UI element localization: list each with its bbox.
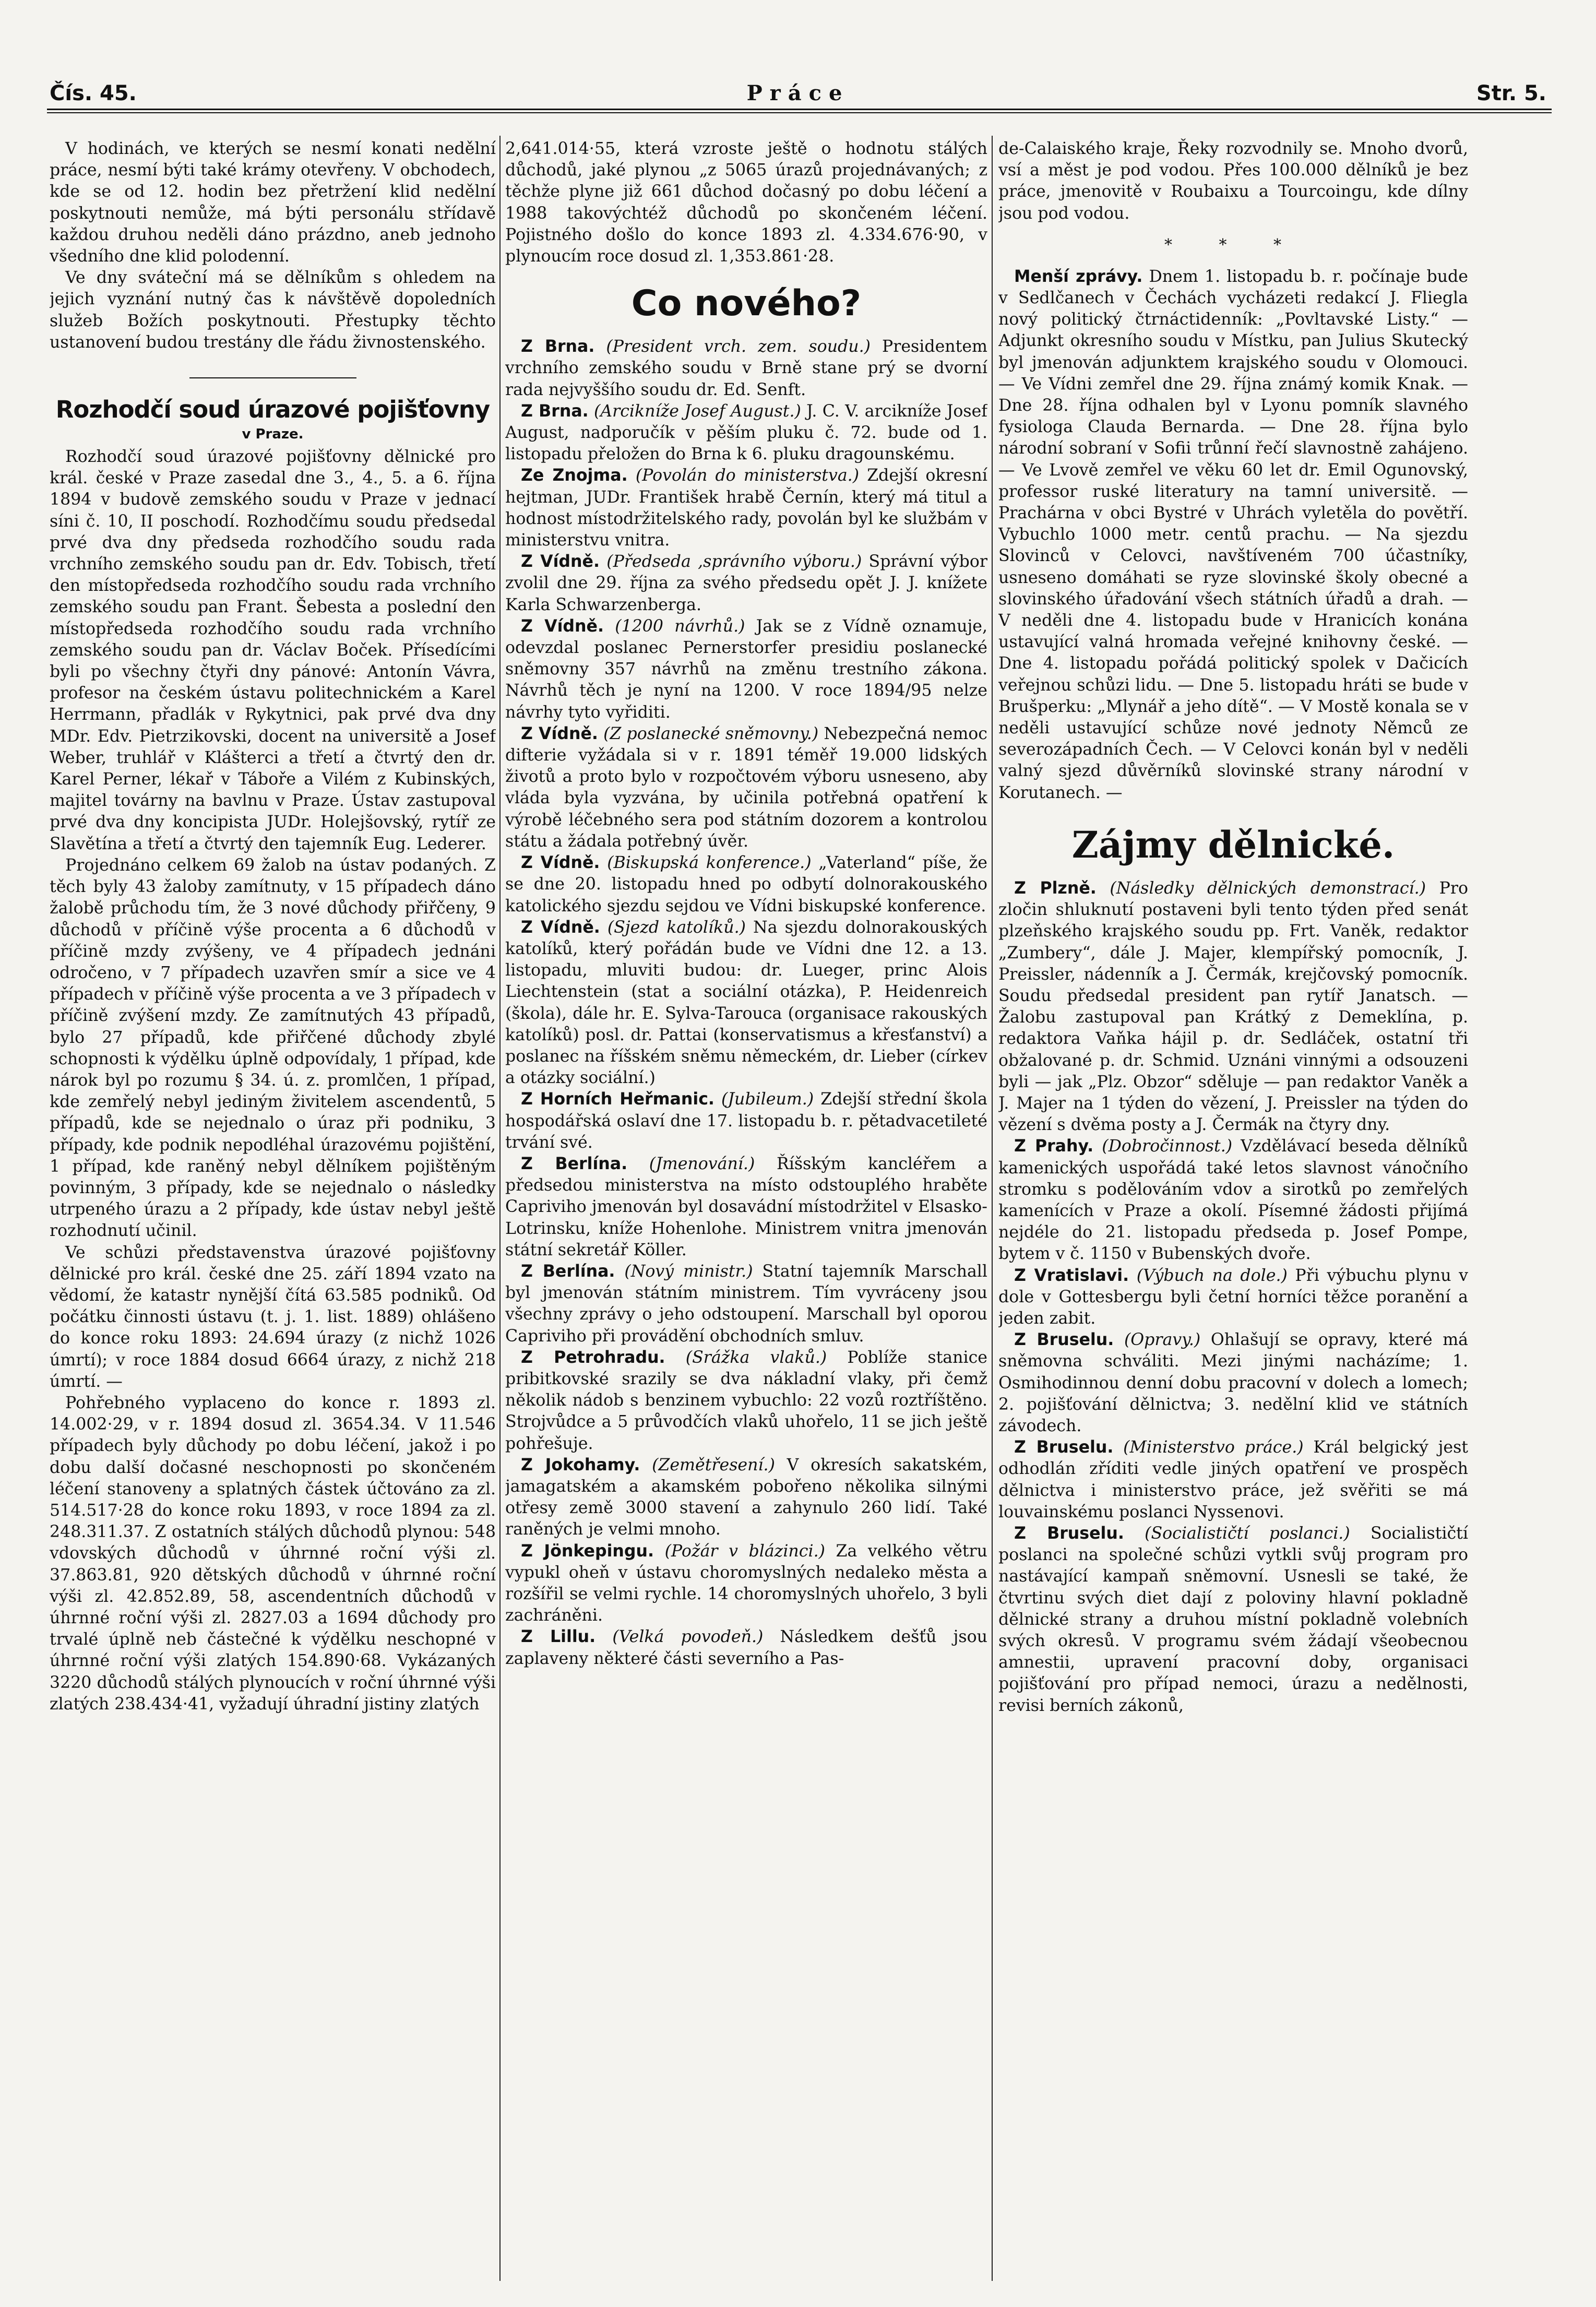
news-item-place: Ze Znojma. <box>521 466 628 485</box>
news-item-topic: (Následky dělnických demonstrací.) <box>1110 878 1426 898</box>
news-item <box>998 1523 1468 1717</box>
news-item-topic: (Opravy.) <box>1124 1330 1201 1350</box>
news-item-topic: (Socialističtí poslanci.) <box>1145 1524 1350 1543</box>
article-paragraph: Projednáno celkem 69 žalob na ústav podaných. Z těch byly 43 žaloby zamítnuty, v 15 případech dáno žalobě průchodu tím, že 3 nové důchody přiřčeny, 9 důchodů v příčině výše procenta a 6 důchodů v příčině mzdy zvýšeny, ve 4 případech jednáni odročeno, v 7 případech uzavřen smír a sice ve 4 případech v příčině výše procenta a ve 3 případech v příčině zvýšení mzdy. Ze zamítnutých 43 případů, bylo 27 případů, kde přiřčené důchody zbylé schopnosti k výdělku úplně odpovídaly, 1 případ, kde nárok byl po rozumu § 34. ú. z. promlčen, 1 případ, kde zemřelý nebyl jediným živitelem ascendentů, 5 případů, kde se nejednalo o úraz při podniku, 3 případy, kde podnik nepodléhal úrazovému pojištění, 1 případ, kde raněný nebyl dělníkem pojištěným povinným, 3 případy, kde se nejednalo o následky utrpeného úrazu a 2 případy, kde ústav nebyl ještě rozhodnutí učinil. <box>50 855 496 1241</box>
column-divider <box>992 136 993 2281</box>
news-item-text: Jak se z Vídně oznamuje, odevzdal poslanec Pernerstorfer presidiu poslanecké sněmovny 357 návrhů na změnu trestního zákona. Návrhů těch je nyní na 1200. V roce 1894/95 nelze návrhy tyto vyřiditi. <box>505 616 987 722</box>
news-item <box>998 1136 1468 1265</box>
section-heading: Co nového? <box>631 283 862 325</box>
news-item-topic: (Předseda ,správního výboru.) <box>606 552 862 572</box>
news-item-topic: (Požár v blázinci.) <box>664 1541 825 1561</box>
news-item-place: Z Jönkepingu. <box>521 1541 654 1561</box>
news-item-place: Z Vídně. <box>521 853 600 873</box>
news-item-text: Statní tajemník Marschall byl jmenován státním ministrem. Tím vyvráceny jsou všechny zprávy o jeho odstoupení. Marschall byl oporou Capriviho při provádění obchodních smluv. <box>505 1262 987 1346</box>
news-item-text: Poblíže stanice pribitkovské srazily se dva nákladní vlaky, při čemž několik nádob s benzinem vybuchlo: 22 vozů roztříštěno. Strojvůdce a 5 průvodčích vlaků uhořelo, 11 se jich ještě pohřešuje. <box>505 1348 987 1453</box>
news-item-place: Z Vratislavi. <box>1014 1266 1129 1285</box>
minor-news-text: Dnem 1. listopadu b. r. počínaje bude v Sedlčanech v Čechách vycházeti redakcí J. Fliegla nový politický čtrnáctidenník: „Povltavské Listy.“ — Adjunkt okresního soudu v Místku, pan Julius Skutecký byl jmenován adjunktem krajského soudu v Olomouci. — Ve Vídni zemřel dne 29. října známý komik Knak. — Dne 28. října odhalen byl v Lyonu pomník slavného fysiologa Clauda Bernarda. — Dne 28. října bylo národní sobraní v Sofii trůnní řečí slavnostně zahájeno. — Ve Lvově zemřel ve věku 60 let dr. Emil Ogunovský, professor ruské literatury na tamní universitě. — Prachárna v obci Bystré v Uhrách vyletěla do povětří. Vybuchlo 1000 metr. centů prachu. — Na sjezdu Slovinců v Celovci, navštíveném 700 účastníky, usneseno domáhati se ryze slovinské školy obecné a slovinského úřadování všech státních úřadů a drah. — V neděli dne 4. listopadu bude v Hranicích konána ustavující valná hromada veřejné knihovny české. — Dne 4. listopadu pořádá politický spolek v Dačicích veřejnou schůzi lidu. — Dne 5. listopadu hráti se bude v Brušperku: „Mlynář a jeho dítě“. — V Mostě konala se v neděli ustavující schůze nové jednoty Němců ze severozápadních Čech. — V Celovci konán byl v neděli valný sjezd důvěrníků slovinské strany národní v Korutanech. — <box>998 267 1468 802</box>
news-item-text: Presidentem vrchního zemského soudu v Brně stane prý se dvorní rada nejvyššího soudu dr. Ed. Senft. <box>505 337 987 399</box>
news-item <box>505 401 987 466</box>
news-item-place: Z Vídně. <box>521 918 600 937</box>
news-item <box>998 1265 1468 1330</box>
news-item-topic: (Srážka vlaků.) <box>685 1348 827 1367</box>
news-item-text: Zdejší okresní hejtman, JUDr. František hrabě Černín, který má titul a hodnost místodržitelského rady, povolán byl ke službám v ministerstvu vnitra. <box>505 466 987 550</box>
news-item-place: Z Horních Heřmanic. <box>521 1090 714 1109</box>
header-rule <box>47 109 1552 110</box>
news-item-place: Z Brna. <box>521 401 589 421</box>
news-item-text: Na sjezdu dolnorakouských katolíků, který pořádán bude ve Vídni dne 12. a 13. listopadu, mluviti budou: dr. Lueger, princ Alois Liechtenstein (stat a sociální otázka), P. Heidenreich (škola), dále hr. E. Sylva-Tarouca (organisace rakouských katolíků) posl. dr. Pattai (konservatismus a křesťanství) a poslanec na říšském sněmu německém, dr. Lieber (církev a otázky sociální.) <box>505 918 987 1088</box>
news-item <box>505 551 987 616</box>
news-item-place: Z Vídně. <box>521 724 598 743</box>
news-item <box>998 1329 1468 1437</box>
news-item-text: „Vaterland“ píše, že se dne 20. listopadu hned po odbytí dolnorakouského katolického sjezdu sejdou ve Vídni biskupské konference. <box>505 853 987 915</box>
news-item-place: Z Vídně. <box>521 616 604 636</box>
article-paragraph: de-Calaiského kraje, Řeky rozvodnily se. Mnoho dvorů, vsí a měst je pod vodou. Přes 100.000 dělníků je bez práce, jmenovitě v Roubaixu a Tourcoingu, kde dílny jsou pod vodou. <box>998 139 1468 223</box>
minor-news <box>998 266 1468 804</box>
news-item-topic: (1200 návrhů.) <box>615 616 745 636</box>
news-item-topic: (Dobročinnost.) <box>1102 1137 1233 1156</box>
article-paragraph: V hodinách, ve kterých se nesmí konati nedělní práce, nesmí býti také krámy otevřeny. V obchodech, kde se od 12. hodin bez přetržení klid nedělní poskytnouti nemůže, má býti personálu střídavě každou druhou neděli dáno prázdno, aneb jednoho všedního dne klid polodenní. <box>50 139 496 266</box>
minor-news-label: Menší zprávy. <box>1014 267 1143 286</box>
news-item-place: Z Plzně. <box>1014 878 1097 898</box>
news-item-text: Při výbuchu plynu v dole v Gottesbergu byli četní horníci těžce poranění a jeden zabit. <box>998 1266 1468 1328</box>
news-item <box>505 1089 987 1154</box>
news-item-place: Z Bruselu. <box>1014 1438 1114 1457</box>
section-heading: Zájmy dělnické. <box>1071 823 1395 866</box>
news-item-topic: (Jmenování.) <box>649 1154 755 1173</box>
news-item-topic: (Nový ministr.) <box>624 1262 753 1281</box>
news-item-topic: (Zemětřesení.) <box>652 1455 775 1474</box>
news-item-place: Z Berlína. <box>521 1154 628 1173</box>
news-item-place: Z Brna. <box>521 337 595 356</box>
masthead-title: Práce <box>746 81 850 105</box>
news-item <box>505 1455 987 1541</box>
news-item-text: Pro zločin shluknutí postaveni byli tento týden před senát plzeňského krajského soudu pp. Frt. Vaněk, redaktor „Zumbery“, dále J. Majer, klempířský pomocník, J. Preissler, nádenník a J. Čermák, krejčovský pomocník. Soudu předsedal president pan rytíř Janatsch. — Žalobu zastupoval pan Krátký z Demeklína, p. redaktora Vaňka hájil p. dr. Sedláček, ostatní tři obžalované p. dr. Schmid. Uznáni vinnými a odsouzeni byli — jak „Plz. Obzor“ sděluje — pan redaktor Vaněk a J. Majer na 1 týden do vězení, J. Preissler na týden do vězení s dvěma posty a J. Čermák na čtyry dny. <box>998 878 1468 1135</box>
asterism: * * * <box>1164 235 1303 254</box>
news-item <box>505 852 987 917</box>
news-item-text: J. C. V. arcikníže Josef August, nadporučík v pěším pluku č. 72. bude od 1. listopadu přeložen do Brna k 6. pluku dragounskému. <box>505 401 987 464</box>
news-item <box>998 878 1468 1136</box>
section-subheading: v Praze. <box>242 426 304 443</box>
news-item-text: V okresích sakatském, jamagatském a akamském pobořeno několika silnými otřesy země 3000 stavení a zahynulo 260 lidí. Také raněných je velmi mnoho. <box>505 1455 987 1539</box>
news-item <box>505 1626 987 1669</box>
news-item <box>505 1261 987 1347</box>
column-3 <box>998 138 1468 2273</box>
news-item <box>505 465 987 551</box>
news-item <box>505 616 987 723</box>
news-item-text: Král belgický jest odhodlán zříditi vedle jiných opatření ve prospěch dělnictva i ministerstvo práce, jež svěřiti se má louvainskému poslanci Nyssenovi. <box>998 1438 1468 1521</box>
page-number: Str. 5. <box>1476 81 1546 105</box>
news-item-place: Z Berlína. <box>521 1262 615 1281</box>
news-item-topic: (Výbuch na dole.) <box>1136 1266 1288 1285</box>
page-header <box>50 78 1546 109</box>
article-paragraph: Rozhodčí soud úrazové pojišťovny dělnické pro král. české v Praze zasedal dne 3., 4., 5. a 6. října 1894 v budově zemského soudu v Praze v jednací síni č. 10, II poschodí. Rozhodčímu soudu předsedal prvé dva dny předseda rozhodčího soudu rada vrchního zemského soudu pan dr. Edv. Tobisch, třetí den místopředseda rozhodčího soudu rada vrchního zemského soudu pan Frant. Šebesta a poslední den místopředseda rozhodčího soudu rada vrchního zemského soudu pan dr. Václav Boček. Přísedícími byli po všechny čtyři dny pánové: Antonín Vávra, profesor na českém ústavu politechnickém a Karel Herrmann, přadlák v Rykytnici, pak prvé dva dny MDr. Edv. Pietrzikovski, docent na universitě a Josef Weber, truhlář v Klášterci a třetí a čtvrtý den dr. Karel Perner, lékař v Táboře a Vilém z Kubinských, majitel továrny na bavlnu v Praze. Ústav zastupoval prvé dva dny koncipista JUDr. Holejšovský, rytíř ze Slavětína a třetí a čtvrtý den tajemník Eug. Lederer. <box>50 447 496 853</box>
news-item-place: Z Lillu. <box>521 1627 596 1647</box>
news-item <box>505 1347 987 1455</box>
news-item-topic: (Jubileum.) <box>721 1090 814 1109</box>
news-item-topic: (Biskupská konference.) <box>607 853 812 873</box>
news-item-topic: (Arcikníže Josef August.) <box>593 401 801 421</box>
article-paragraph: 2,641.014·55, která vzroste ještě o hodnotu stálých důchodů, jaké plynou „z 5065 úrazů projednávaných; z těchže plyne již 661 důchod dočasný po dobu léčení a 1988 takovýchtéž důchodů po skončeném léčení. Pojistného došlo do konce 1893 zl. 4.334.676·90, v plynoucím roce dosud zl. 1,353.861·28. <box>505 139 987 266</box>
news-list <box>998 878 1468 1717</box>
news-item-place: Z Petrohradu. <box>521 1348 665 1367</box>
news-item-topic: (Z poslanecké sněmovny.) <box>603 724 819 743</box>
column-2 <box>505 138 987 2273</box>
news-item <box>505 336 987 401</box>
news-item-topic: (Sjezd katolíků.) <box>607 918 746 937</box>
article-paragraph: Pohřebného vyplaceno do konce r. 1893 zl. 14.002·29, v r. 1894 dosud zl. 3654.34. V 11.546 případech byly důchody po dobu léčení, jakož i po dobu další dočasné neschopnosti po skončeném léčení stanoveny a splatných částek účtováno za zl. 514.517·28 do konce roku 1893, v roce 1894 za zl. 248.311.37. Z ostatních stálých důchodů plynou: 548 vdovských důchodů v úhrnné roční výši zl. 37.863.81, 920 dětských důchodů v úhrnné roční výši zl. 42.852.89, 58, ascendentních důchodů v úhrnné roční výši zl. 2827.03 a 1694 důchody pro trvalé úplně neb částečné k výdělku neschopné v úhrnné roční výši zlatých 154.890·68. Vykázaných 3220 důchodů stálých plynoucích v roční úhrnné výši zlatých 238.434·41, vyžadují úhradní jistiny zlatých <box>50 1393 496 1714</box>
news-item-place: Z Vídně. <box>521 552 600 572</box>
news-list <box>505 336 987 1670</box>
news-item-place: Z Jokohamy. <box>521 1455 640 1474</box>
news-item-text: Za velkého větru vypukl oheň v ústavu choromyslných nedaleko města a rozšířil se velmi rychle. 14 choromyslných uhořelo, 3 byli zachráněni. <box>505 1541 987 1625</box>
news-item-topic: (President vrch. zem. soudu.) <box>606 337 871 356</box>
section-heading: Rozhodčí soud úrazové pojišťovny <box>55 396 490 424</box>
news-item-text: Říšským kancléřem a předsedou ministerstva na místo odstouplého hraběte Capriviho jmenován byl dosavádní místodržitel v Elsasko-Lotrinsku, kníže Hohenlohe. Ministrem vnitra jmenován státní sekretář Köller. <box>505 1154 987 1259</box>
news-item-topic: (Povolán do ministerstva.) <box>635 466 860 485</box>
news-item <box>505 917 987 1089</box>
article-paragraph: Ve dny sváteční má se dělníkům s ohledem na jejich vyznání nutný čas k návštěvě dopoledních služeb Božích poskytnouti. Přestupky těchto ustanovení budou trestány dle řádu živnostenského. <box>50 268 496 352</box>
news-item-text: Správní výbor zvolil dne 29. října za svého předsedu opět J. J. knížete Karla Schwarzenberga. <box>505 552 987 614</box>
news-item <box>505 1154 987 1261</box>
news-item-topic: (Ministerstvo práce.) <box>1123 1438 1304 1457</box>
news-item <box>505 723 987 852</box>
news-item <box>998 1437 1468 1523</box>
news-item-place: Z Bruselu. <box>1014 1330 1114 1350</box>
news-item-text: Ohlašují se opravy, které má sněmovna schváliti. Mezi jinými nacházíme; 1. Osmihodinnou denní dobu pracovní v dolech a lomech; 2. pojišťování dělnictva; 3. nedělní klid ve státních závodech. <box>998 1330 1468 1435</box>
news-item-text: Socialističtí poslanci na společné schůzi vytkli svůj program pro nastávající kampaň sněmovní. Usnesli se také, že čtvrtinu svých diet dají z poloviny hlavní pokladně dělnické strany a druhou místní pokladně volebních svých okresů. V programu svém žádají všeobecnou amnestii, upravení pracovní doby, organisaci pojišťování pro případ nemoci, úrazu a nedělnosti, revisi berních zákonů, <box>998 1524 1468 1715</box>
news-item-topic: (Velká povodeň.) <box>612 1627 764 1647</box>
news-item-text: Nebezpečná nemoc difterie vyžádala si v r. 1891 téměř 19.000 lidských životů a proto bylo v rozpočtovém výboru usneseno, aby vláda byla vyzvána, by učinila potřebná opatření k výrobě léčebného sera pod státním dozorem a kontrolou státu a žádala potřebný úvěr. <box>505 724 987 851</box>
section-separator <box>189 377 356 378</box>
column-1 <box>50 138 496 2273</box>
issue-number: Čís. 45. <box>50 81 137 105</box>
news-item-place: Z Bruselu. <box>1014 1524 1124 1543</box>
news-item <box>505 1541 987 1627</box>
header-rule-thin <box>47 112 1552 113</box>
news-item-text: Vzdělávací beseda dělníků kamenických uspořádá také letos slavnost vánočního stromku s podělováním vdov a sirotků po zemřelých kamenících v Praze a okolí. Písemné žádosti přijímá nejdéle do 21. listopadu předseda p. Josef Pompe, bytem v č. 1150 v Bubenských dvoře. <box>998 1137 1468 1264</box>
news-item-place: Z Prahy. <box>1014 1137 1094 1156</box>
news-item-text: Zdejší střední škola hospodářská oslaví dne 17. listopadu b. r. pětadvacetileté trvání své. <box>505 1090 987 1152</box>
column-divider <box>499 136 501 2281</box>
news-item-text: Následkem dešťů jsou zaplaveny některé části severního a Pas- <box>505 1627 987 1668</box>
article-paragraph: Ve schůzi představenstva úrazové pojišťovny dělnické pro král. české dne 25. září 1894 vzato na vědomí, že katastr nynější čítá 63.585 podniků. Od počátku činnosti ústavu (t. j. 1. list. 1889) ohlášeno do konce roku 1893: 24.694 úrazy (z nichž 1026 úmrtí); v roce 1884 dosud 6664 úrazy, z nichž 218 úmrtí. — <box>50 1243 496 1391</box>
